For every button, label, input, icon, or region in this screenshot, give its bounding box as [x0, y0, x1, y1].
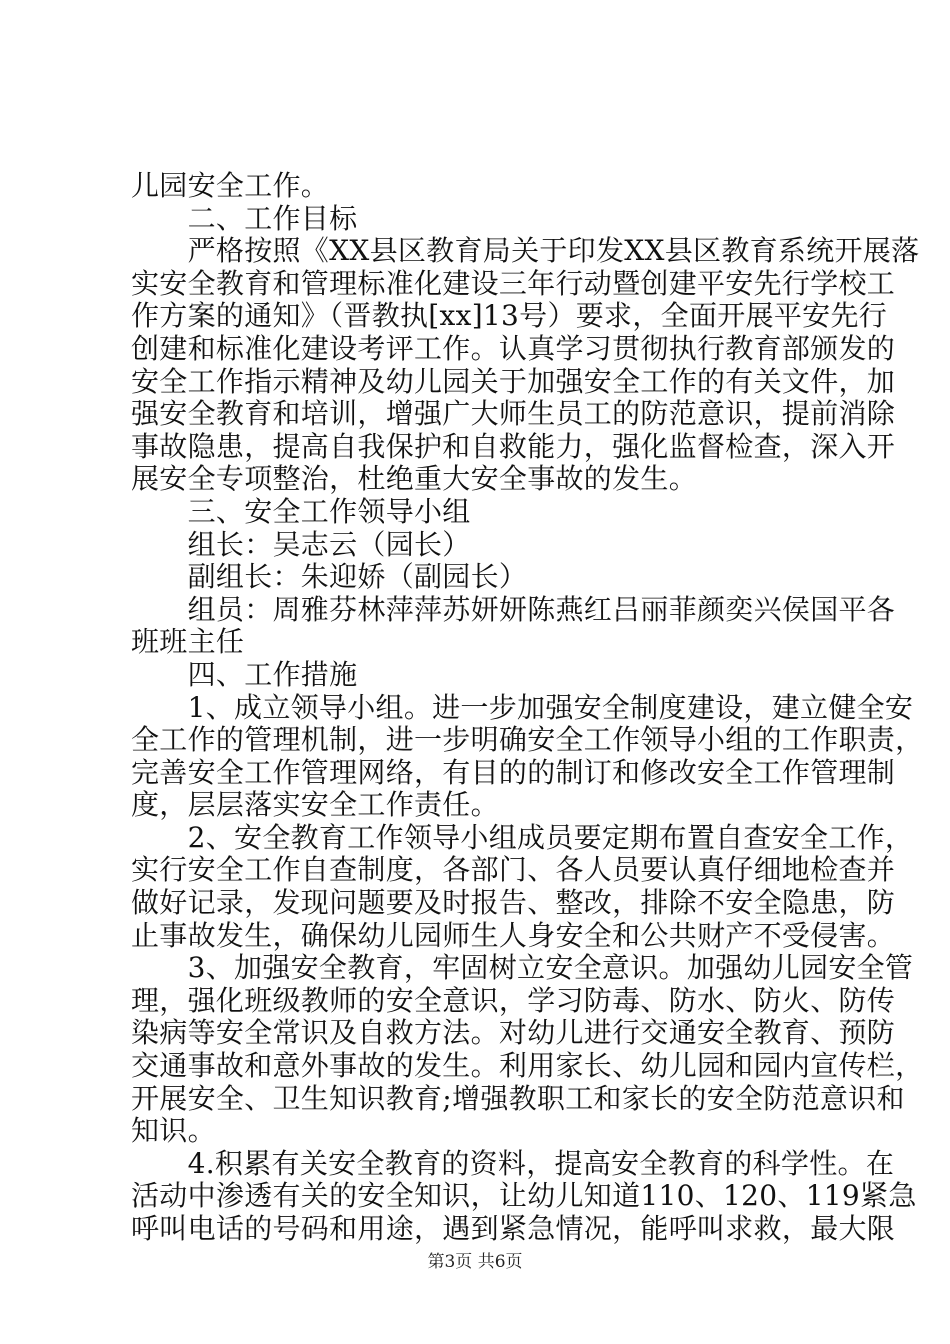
text-line: 4.积累有关安全教育的资料，提高安全教育的科学性。在	[131, 1146, 895, 1180]
text-line: 3、加强安全教育，牢固树立安全意识。加强幼儿园安全管	[131, 951, 914, 985]
text-line: 作方案的通知》（晋教执[xx]13号）要求，全面开展平安先行	[131, 299, 888, 333]
text-line: 实安全教育和管理标准化建设三年行动暨创建平安先行学校工	[131, 266, 896, 300]
document-body	[131, 169, 924, 1246]
text-line: 儿园安全工作。	[131, 169, 330, 202]
text-line: 安全工作指示精神及幼儿园关于加强安全工作的有关文件，加	[131, 364, 896, 398]
page-number-footer: 第3页 共6页	[427, 1252, 523, 1272]
text-line: 创建和标准化建设考评工作。认真学习贯彻执行教育部颁发的	[131, 331, 896, 365]
text-line: 全工作的管理机制，进一步明确安全工作领导小组的工作职责，	[131, 723, 924, 757]
text-line: 1、成立领导小组。进一步加强安全制度建设，建立健全安	[131, 690, 914, 724]
text-line: 2、安全教育工作领导小组成员要定期布置自查安全工作，	[131, 820, 914, 854]
text-line: 开展安全、卫生知识教育;增强教职工和家长的安全防范意识和	[131, 1081, 905, 1115]
text-line: 班班主任	[131, 625, 245, 659]
text-line: 组员：周雅芬林萍萍苏妍妍陈燕红吕丽菲颜奕兴侯国平各	[131, 592, 896, 626]
section-heading: 二、工作目标	[131, 201, 358, 235]
text-line: 展安全专项整治，杜绝重大安全事故的发生。	[131, 462, 698, 496]
section-heading: 四、工作措施	[131, 657, 358, 691]
text-line: 度，层层落实安全工作责任。	[131, 788, 499, 822]
text-line: 交通事故和意外事故的发生。利用家长、幼儿园和园内宣传栏，	[131, 1049, 924, 1083]
text-line: 组长：吴志云（园长）	[131, 527, 471, 561]
text-line: 止事故发生，确保幼儿园师生人身安全和公共财产不受侵害。	[131, 918, 896, 952]
text-line: 强安全教育和培训，增强广大师生员工的防范意识，提前消除	[131, 397, 896, 431]
section-heading: 三、安全工作领导小组	[131, 494, 471, 528]
text-line: 事故隐患，提高自我保护和自救能力，强化监督检查，深入开	[131, 429, 896, 463]
text-line: 知识。	[131, 1114, 216, 1148]
text-line: 严格按照《XX县区教育局关于印发XX县区教育系统开展落	[131, 234, 920, 268]
text-line: 活动中渗透有关的安全知识，让幼儿知道110、120、119紧急	[131, 1179, 917, 1213]
text-line: 做好记录，发现问题要及时报告、整改，排除不安全隐患，防	[131, 886, 896, 920]
text-line: 染病等安全常识及自救方法。对幼儿进行交通安全教育、预防	[131, 1016, 896, 1050]
text-line: 理，强化班级教师的安全意识，学习防毒、防水、防火、防传	[131, 983, 896, 1017]
text-line: 完善安全工作管理网络，有目的的制订和修改安全工作管理制	[131, 755, 896, 789]
text-line: 副组长：朱迎娇（副园长）	[131, 560, 528, 594]
text-line: 实行安全工作自查制度，各部门、各人员要认真仔细地检查并	[131, 853, 896, 887]
text-line: 呼叫电话的号码和用途，遇到紧急情况，能呼叫求救，最大限	[131, 1212, 896, 1245]
